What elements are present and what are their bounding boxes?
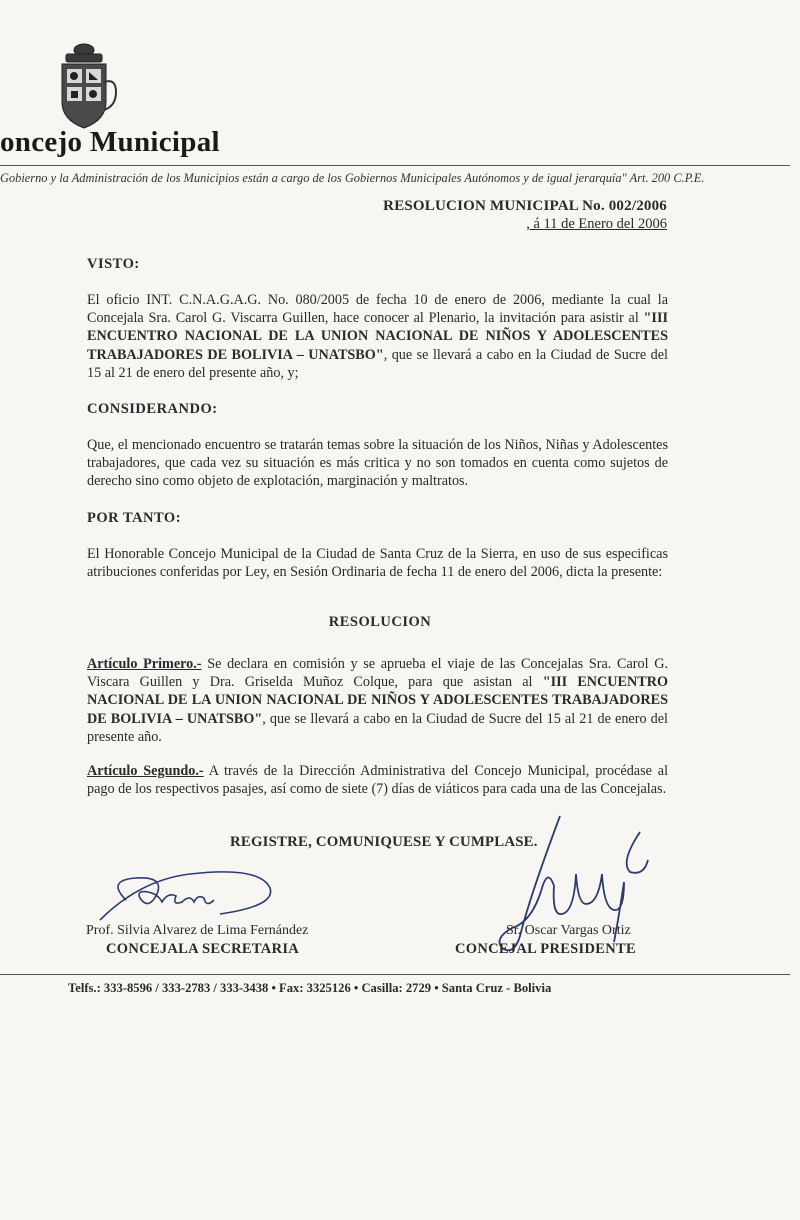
article-two-label: Artículo Segundo.- [87, 763, 204, 779]
left-signature [86, 860, 286, 930]
article-one-text-end: , que se llevará a cabo en la Ciudad de Sucre del 15 al 21 de enero del presente año. [87, 710, 668, 745]
left-signatory-name: Prof. Silvia Alvarez de Lima Fernández [86, 923, 309, 938]
por-tanto-paragraph: El Honorable Concejo Municipal de la Ciudad de Santa Cruz de la Sierra, en uso de sus especificas atribuciones conferidas por Ley, en Sesión Ordinaria de fecha 11 de enero del 2006, dicta la presente: [87, 546, 668, 581]
constitutional-motto: Gobierno y la Administración de los Municipios están a cargo de los Gobiernos Municipales Autónomos y de igual jerarquía" Art. 200 C.P.E. [0, 171, 705, 185]
right-signatory-role: CONCEJAL PRESIDENTE [455, 941, 636, 957]
article-two [87, 762, 668, 798]
article-one [87, 655, 668, 746]
event-name-bold: "III ENCUENTRO NACIONAL DE LA UNION NACIONAL DE NIÑOS Y ADOLESCENTES TRABAJADORES DE BOLIVIA – UNATSBO" [87, 310, 668, 363]
considerando-paragraph: Que, el mencionado encuentro se tratarán temas sobre la situación de los Niños, Niñas y Adolescentes trabajadores, que cada vez su situación es más critica y no son tomados en cuenta como sujetos de derecho sino como objeto de explotación, marginación y maltratos. [87, 437, 668, 490]
left-signatory-role: CONCEJALA SECRETARIA [106, 941, 300, 957]
article-one-event-bold: "III ENCUENTRO NACIONAL DE LA UNION NACIONAL DE NIÑOS Y ADOLESCENTES TRABAJADORES DE BOLIVIA – UNATSBO" [87, 674, 668, 727]
visto-heading: VISTO: [87, 256, 140, 272]
right-signature [490, 812, 660, 962]
article-one-label: Artículo Primero.- [87, 656, 202, 672]
header-divider [0, 165, 790, 166]
organization-name: oncejo Municipal [0, 126, 220, 158]
resolution-date: , á 11 de Enero del 2006 [526, 216, 667, 232]
article-one-text: Se declara en comisión y se aprueba el viaje de las Concejalas Sra. Carol G. Viscara Guillen y Dra. Griselda Muñoz Colque, para que asistan al [87, 656, 668, 691]
visto-paragraph [87, 291, 668, 382]
coat-of-arms-icon [44, 42, 124, 132]
visto-text: El oficio INT. C.N.A.G.A.G. No. 080/2005 de fecha 10 de enero de 2006, mediante la cual la Concejala Sra. Carol G. Viscarra Guillen, hace conocer al Plenario, la invitación para asistir al [87, 292, 668, 327]
right-signatory-name: Sr. Oscar Vargas Ortiz [506, 923, 631, 938]
closing-formula: REGISTRE, COMUNIQUESE Y CUMPLASE. [230, 834, 538, 850]
footer-divider [0, 974, 790, 975]
considerando-heading: CONSIDERANDO: [87, 401, 218, 417]
article-two-text: A través de la Dirección Administrativa del Concejo Municipal, procédase al pago de los respectivos pasajes, así como de siete (7) días de viáticos para cada una de las Concejalas. [87, 763, 669, 798]
visto-text-end: , que se llevará a cabo en la Ciudad de Sucre del 15 al 21 de enero del presente año, y; [87, 346, 668, 381]
por-tanto-heading: POR TANTO: [87, 510, 182, 526]
footer-contact: Telfs.: 333-8596 / 333-2783 / 333-3438 • Fax: 3325126 • Casilla: 2729 • Santa Cruz - Bolivia [68, 981, 552, 995]
resolucion-heading: RESOLUCION [328, 614, 432, 630]
resolution-title: RESOLUCION MUNICIPAL No. 002/2006 [383, 198, 667, 214]
